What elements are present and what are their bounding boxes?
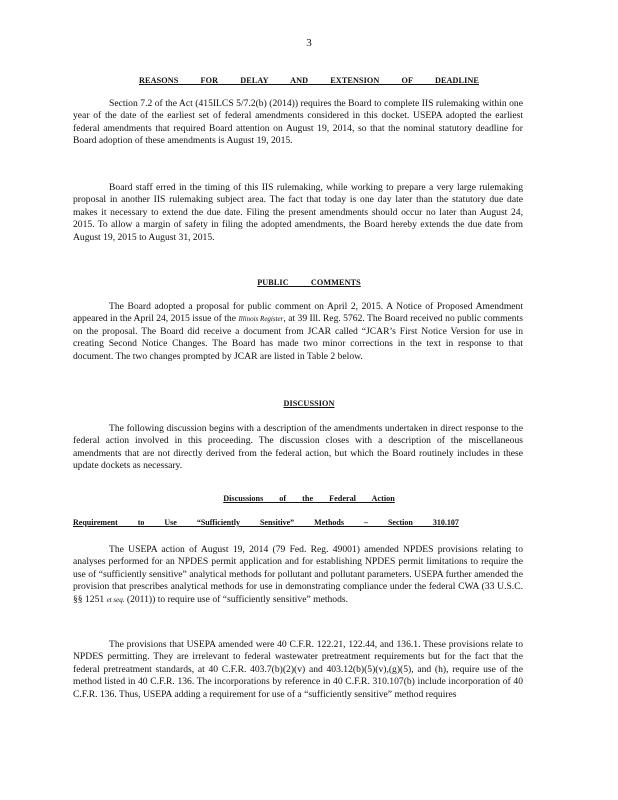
heading-reasons-for-delay: REASONS FOR DELAY AND EXTENSION OF DEADLINE (139, 76, 479, 85)
paragraph-public-comments (73, 301, 523, 363)
page-number: 3 (306, 37, 312, 49)
paragraph-board-staff-error: Board staff erred in the timing of this IIS rulemaking, while working to prepare a very large rulemaking proposal in another IIS rulemaking subject area. The fact that today is one day later than the statutory due date makes it necessary to extend the due date. Filing the present amendments should occur no later than August 24, 2015. To allow a margin of safety in filing the adopted amendments, the Board hereby extends the due date from August 19, 2015 to August 31, 2015. (73, 182, 523, 243)
et-seq-citation: et seq. (106, 595, 125, 604)
paragraph-statutory-deadline: Section 7.2 of the Act (415ILCS 5/7.2(b) (2014)) requires the Board to complete IIS rulemaking within one year of the date of the earliest set of federal amendments considered in this docket. USEPA adopted the earliest federal amendments that required Board attention on August 19, 2014, so that the nominal statutory deadline for Board adoption of these amendments is August 19, 2015. (73, 98, 523, 147)
paragraph-discussion-intro: The following discussion begins with a description of the amendments undertaken in direct response to the federal action involved in this proceeding. The discussion closes with a description of the miscellaneous amendments that are not directly derived from the federal action, but which the Board routinely includes in these update dockets as necessary. (73, 423, 523, 472)
paragraph-usepa-action-part-a: The USEPA action of August 19, 2014 (79 Fed. Reg. 49001) amended NPDES provisions relating to analyses performed for an NPDES permit application and for establishing NPDES permit limitations to require the use of “sufficiently sensitive” analytical methods for pollutant and pollutant parameters. USEPA further amended the provision that prescribes analytical methods for use in demonstrating compliance under the federal CWA (33 U.S.C. §§ 1251 (73, 544, 523, 605)
subheading-discussions-of-federal-action: Discussions of the Federal Action (223, 494, 395, 503)
illinois-register-citation: Illinois Register (238, 315, 284, 324)
subheading-sufficiently-sensitive-methods-text: Requirement to Use “Sufficiently Sensitive” Methods – Section 310.107 (73, 518, 459, 527)
paragraph-amended-provisions: The provisions that USEPA amended were 40 C.F.R. 122.21, 122.44, and 136.1. These provisions relate to NPDES permitting. They are irrelevant to federal wastewater pretreatment requirements but for the fact that the federal pretreatment standards, at 40 C.F.R. 403.7(b)(2)(v) and 403.12(b)(5)(v),(g)(5), and (h), require use of the method listed in 40 C.F.R. 136. The incorporations by reference in 40 C.F.R. 310.107(b) include incorporation of 40 C.F.R. 136. Thus, USEPA adding a requirement for use of a “sufficiently sensitive” method requires (73, 639, 523, 700)
heading-discussion: DISCUSSION (283, 399, 335, 408)
paragraph-public-comments-part-a: The Board adopted a proposal for public comment on April 2, 2015. A Notice of Proposed Amendment appeared in the April 24, 2015 issue of the (73, 301, 523, 325)
paragraph-usepa-action-part-b: (2011)) to require use of “sufficiently sensitive” methods. (126, 593, 349, 605)
subheading-sufficiently-sensitive-methods (73, 518, 533, 527)
paragraph-public-comments-part-b: , at 39 Ill. Reg. 5762. The Board received no public comments on the proposal. The Board did receive a document from JCAR called “JCAR’s First Notice Version for use in creating Second Notice Changes. The Board has made two minor corrections in the text in response to that document. The two changes prompted by JCAR are listed in Table 2 below. (73, 313, 523, 362)
paragraph-usepa-action (73, 544, 523, 606)
heading-public-comments: PUBLIC COMMENTS (257, 278, 361, 287)
